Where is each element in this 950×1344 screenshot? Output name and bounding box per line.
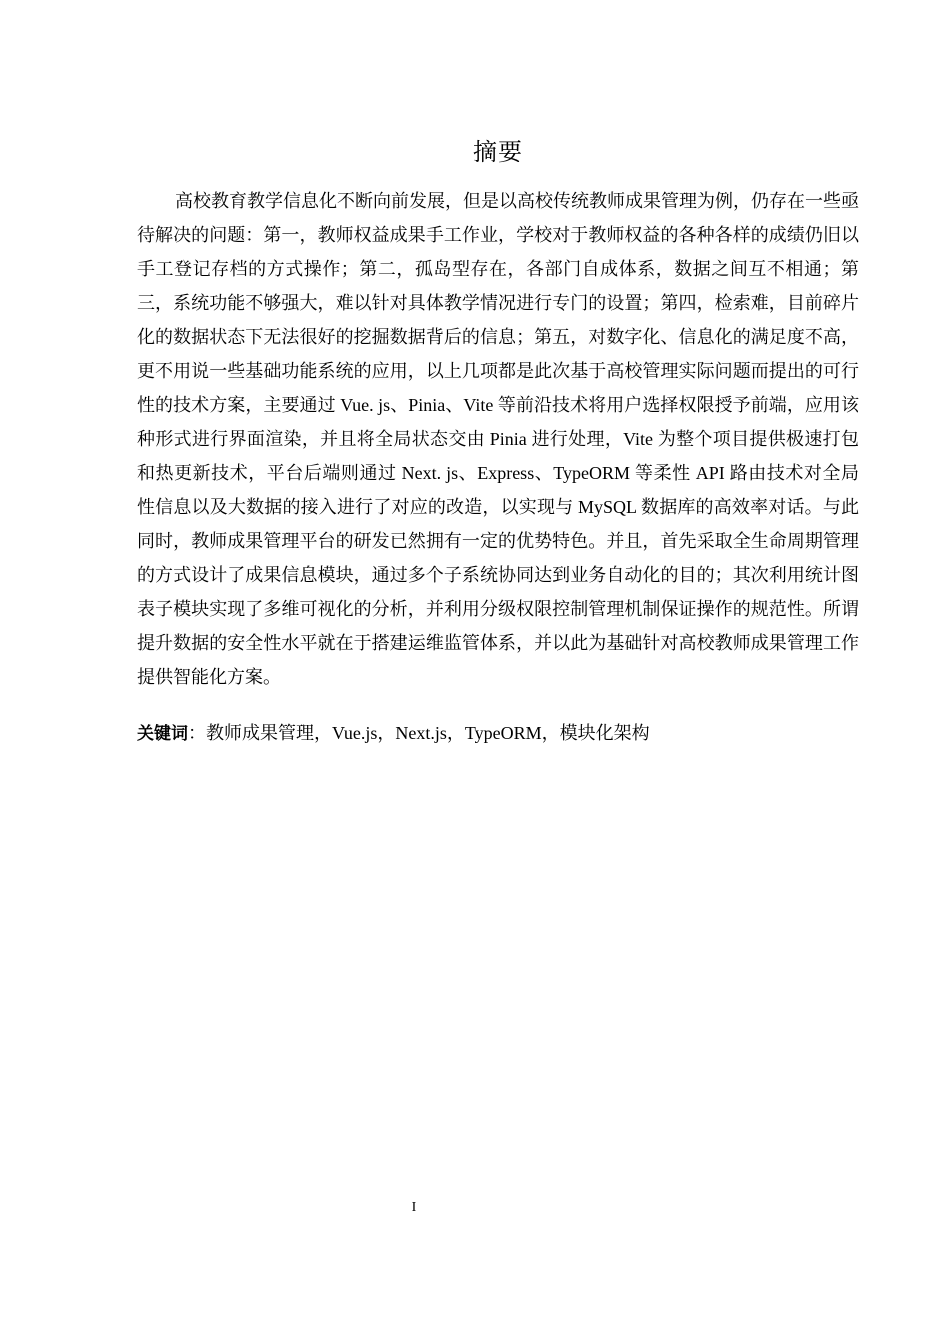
abstract-title: 摘要 [473, 138, 523, 166]
keywords-list: 教师成果管理，Vue.js，Next.js，TypeORM，模块化架构 [206, 723, 650, 743]
keywords-line [137, 716, 859, 751]
keywords-label: 关键词 [137, 724, 188, 744]
abstract-body: 高校教育教学信息化不断向前发展，但是以高校传统教师成果管理为例，仍存在一些亟待解决的问题：第一，教师权益成果手工作业，学校对于教师权益的各种各样的成绩仍旧以手工登记存档的方式操作；第二，孤岛型存在，各部门自成体系，数据之间互不相通；第三，系统功能不够强大，难以针对具体教学情况进行专门的设置；第四，检索难，目前碎片化的数据状态下无法很好的挖掘数据背后的信息；第五，对数字化、信息化的满足度不高，更不用说一些基础功能系统的应用，以上几项都是此次基于高校管理实际问题而提出的可行性的技术方案，主要通过 Vue. js、Pinia、Vite 等前沿技术将用户选择权限授予前端，应用该种形式进行界面渲染，并且将全局状态交由 Pinia 进行处理，Vite 为整个项目提供极速打包和热更新技术，平台后端则通过 Next. js、Express、TypeORM 等柔性 API 路由技术对全局性信息以及大数据的接入进行了对应的改造，以实现与 MySQL 数据库的高效率对话。与此同时，教师成果管理平台的研发已然拥有一定的优势特色。并且，首先采取全生命周期管理的方式设计了成果信息模块，通过多个子系统协同达到业务自动化的目的；其次利用统计图表子模块实现了多维可视化的分析，并利用分级权限控制管理机制保证操作的规范性。所谓提升数据的安全性水平就在于搭建运维监管体系，并以此为基础针对高校教师成果管理工作提供智能化方案。 [137, 191, 859, 687]
keywords-separator: ： [188, 723, 206, 743]
page-number: I [411, 1200, 417, 1215]
